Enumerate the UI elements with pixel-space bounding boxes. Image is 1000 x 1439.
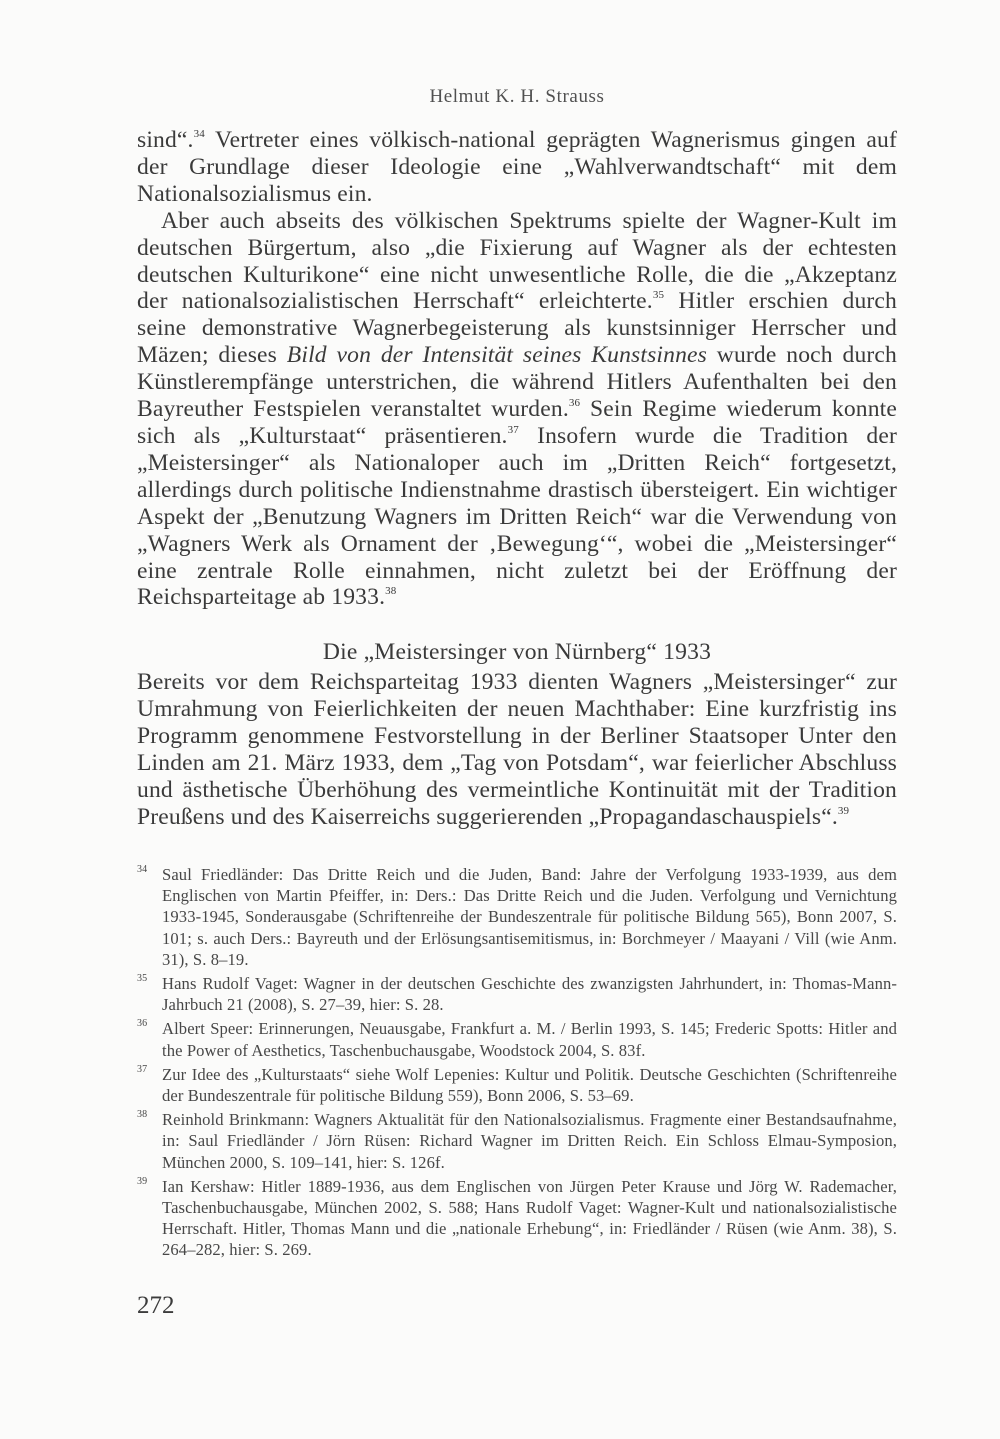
- running-head: Helmut K. H. Strauss: [429, 86, 605, 107]
- paragraph-1: [137, 127, 897, 208]
- footnote: [137, 1109, 897, 1173]
- footnote-ref: 34: [193, 128, 205, 140]
- footnote-ref: 38: [385, 585, 397, 598]
- footnote-text: Saul Friedländer: Das Dritte Reich und die Juden, Band: Jahre der Verfolgung 1933-1939, aus dem Englischen von Martin Pfeiffer, in: Ders.: Das Dritte Reich und die Juden. Verfolgung und Vernichtung 1933-1945, Sonderausgabe (Schriftenreihe der Bundeszentrale für politische Bildung 565), Bonn 2007, S. 101; s. auch Ders.: Bayreuth und der Erlösungsantisemitismus, in: Borchmeyer / Maayani / Vill (wie Anm. 31), S. 8–19.: [162, 865, 897, 969]
- text-run: Vertreter eines völkisch-national geprägten Wagnerismus gingen auf der Grundlage dieser Ideologie eine „Wahlverwandtschaft“ mit dem Nationalsozialismus ein.: [137, 127, 897, 207]
- footnote-ref: 36: [568, 397, 581, 410]
- text-run: Sein Regime wiederum konnte sich als „Kulturstaat“ präsentieren.: [137, 396, 898, 449]
- footnote-text: Zur Idee des „Kulturstaats“ siehe Wolf Lepenies: Kultur und Politik. Deutsche Geschichten (Schriftenreihe der Bundeszentrale für politische Bildung 559), Bonn 2006, S. 53–69.: [162, 1064, 897, 1106]
- paragraph-2: [137, 208, 897, 612]
- footnote-number: 34: [137, 864, 148, 875]
- text-run: Aber auch abseits des völkischen Spektrums spielte der Wagner-Kult im deutschen Bürgertum, also „die Fixierung auf Wagner als der echtesten deutschen Kulturikone“ eine nicht unwesentliche Rolle, die die „Akzeptanz der nationalsozialistischen Herrschaft“ erleichterte.: [137, 207, 897, 315]
- footnote-number: 36: [137, 1018, 148, 1030]
- footnote: [137, 1176, 897, 1261]
- page-number: 272: [137, 1292, 175, 1319]
- footnote-number: 37: [137, 1063, 148, 1075]
- text-run: Insofern wurde die Tradition der „Meistersinger“ als Nationaloper auch im „Dritten Reich“ fortgesetzt, allerdings durch politische Indienstnahme drastisch übersteigert. Ein wichtiger Aspekt der „Benutzung Wagners im Dritten Reich“ war die Verwendung von „Wagners Werk als Ornament der ‚Bewegung‘“, wobei die „Meistersinger“ eine zentrale Rolle einnahmen, nicht zuletzt bei der Eröffnung der Reichsparteitage ab 1933.: [137, 422, 897, 611]
- footnote-number: 39: [137, 1175, 148, 1187]
- footnote-number: 35: [137, 973, 148, 985]
- footnote-text: Ian Kershaw: Hitler 1889-1936, aus dem Englischen von Jürgen Peter Krause und Jörg W. Rademacher, Taschenbuchausgabe, München 2002, S. 588; Hans Rudolf Vaget: Wagner-Kult und nationalsozialistische Herrschaft. Hitler, Thomas Mann und die „nationale Erhebung“, in: Friedländer / Rüsen (wie Anm. 38), S. 264–282, hier: S. 269.: [162, 1176, 897, 1260]
- footnote: [137, 1018, 897, 1060]
- section-paragraph: [137, 669, 897, 830]
- footnote-text: Reinhold Brinkmann: Wagners Aktualität für den Nationalsozialismus. Fragmente einer Bestandsaufnahme, in: Saul Friedländer / Jörn Rüsen: Richard Wagner im Dritten Reich. Ein Schloss Elmau-Symposion, München 2000, S. 109–141, hier: S. 126f.: [162, 1110, 897, 1172]
- footnote-ref: 37: [507, 423, 519, 436]
- italic-text: Bild von der Intensität seines Kunstsinnes: [286, 342, 707, 369]
- footnote: [137, 1064, 897, 1106]
- footnote-ref: 39: [837, 804, 850, 817]
- text-run: Bereits vor dem Reichsparteitag 1933 dienten Wagners „Meistersinger“ zur Umrahmung von Feierlichkeiten der neuen Machthaber: Eine kurzfristig ins Programm genommene Festvorstellung in der Berliner Staatsoper Unter den Linden am 21. März 1933, dem „Tag von Potsdam“, war feierlicher Abschluss und ästhetische Überhöhung des vermeintliche Kontinuität mit der Tradition Preußens und des Kaiserreichs suggerierenden „Propagandaschauspiels“.: [137, 669, 897, 830]
- text-run: wurde noch durch Künstlerempfänge unterstrichen, die während Hitlers Aufenthalten bei den Bayreuther Festspielen veranstaltet wurden.: [137, 342, 897, 423]
- text-run: sind“.: [137, 127, 194, 153]
- footnote: [137, 864, 897, 970]
- main-text: [137, 127, 897, 831]
- footnote-text: Albert Speer: Erinnerungen, Neuausgabe, Frankfurt a. M. / Berlin 1993, S. 145; Frederic Spotts: Hitler and the Power of Aesthetics, Taschenbuchausgabe, Woodstock 2004, S. 83f.: [162, 1019, 897, 1060]
- section-heading: Die „Meistersinger von Nürnberg“ 1933: [322, 639, 712, 666]
- footnotes: [137, 864, 897, 1264]
- text-run: Hitler erschien durch seine demonstrative Wagnerbegeisterung als kunstsinniger Herrscher und Mäzen; dieses: [137, 288, 897, 369]
- footnote-number: 38: [137, 1109, 148, 1121]
- footnote-ref: 35: [652, 289, 665, 302]
- footnote: [137, 973, 897, 1015]
- footnote-text: Hans Rudolf Vaget: Wagner in der deutschen Geschichte des zwanzigsten Jahrhundert, in: Thomas-Mann-Jahrbuch 21 (2008), S. 27–39, hier: S. 28.: [162, 974, 897, 1015]
